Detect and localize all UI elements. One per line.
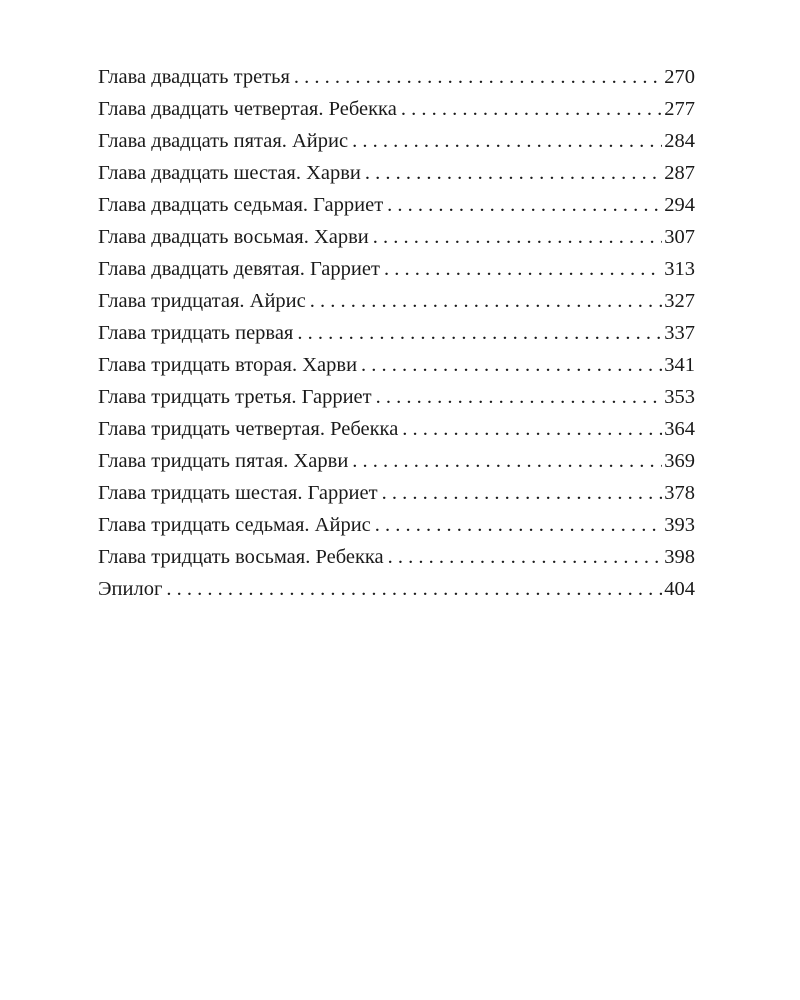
toc-entry (98, 578, 695, 610)
toc-entry (98, 98, 695, 130)
toc-entry (98, 66, 695, 98)
toc-entry (98, 258, 695, 290)
toc-entry-title: Глава двадцать шестая. Харви (98, 162, 361, 184)
toc-entry-page: 353 (664, 386, 695, 408)
toc-entry-page: 398 (664, 546, 695, 568)
toc-dot-leader (294, 66, 662, 89)
toc-entry (98, 322, 695, 354)
toc-dot-leader (297, 322, 662, 345)
toc-entry-page: 341 (664, 354, 695, 376)
toc-entry-page: 393 (664, 514, 695, 536)
toc-entry-title: Глава тридцать первая (98, 322, 294, 344)
toc-dot-leader (402, 418, 662, 441)
toc-dot-leader (376, 386, 663, 409)
toc-entry (98, 162, 695, 194)
toc-entry-title: Глава двадцать восьмая. Харви (98, 226, 369, 248)
toc-entry (98, 514, 695, 546)
toc-entry-title: Глава тридцать восьмая. Ребекка (98, 546, 384, 568)
toc-entry-page: 277 (664, 98, 695, 120)
toc-entry-title: Глава тридцать четвертая. Ребекка (98, 418, 399, 440)
toc-dot-leader (352, 450, 662, 473)
toc-dot-leader (373, 226, 662, 249)
toc-entry (98, 290, 695, 322)
toc-entry (98, 226, 695, 258)
toc-entry-title: Глава тридцать седьмая. Айрис (98, 514, 371, 536)
toc-entry (98, 450, 695, 482)
toc-entry (98, 130, 695, 162)
toc-entry (98, 194, 695, 226)
toc-entry-title: Глава двадцать четвертая. Ребекка (98, 98, 397, 120)
toc-dot-leader (384, 258, 662, 281)
toc-dot-leader (310, 290, 662, 313)
toc-entry-page: 294 (664, 194, 695, 216)
toc-entry-title: Глава двадцать девятая. Гарриет (98, 258, 380, 280)
toc-dot-leader (375, 514, 662, 537)
toc-dot-leader (365, 162, 662, 185)
toc-entry-page: 369 (664, 450, 695, 472)
table-of-contents (98, 66, 695, 610)
toc-entry-page: 313 (664, 258, 695, 280)
toc-entry (98, 386, 695, 418)
toc-entry-title: Глава тридцать пятая. Харви (98, 450, 349, 472)
toc-dot-leader (388, 546, 663, 569)
toc-entry-title: Глава тридцать вторая. Харви (98, 354, 358, 376)
toc-entry (98, 482, 695, 514)
toc-dot-leader (382, 482, 663, 505)
toc-dot-leader (401, 98, 662, 121)
toc-entry-page: 378 (664, 482, 695, 504)
toc-entry (98, 418, 695, 450)
toc-entry-title: Глава двадцать третья (98, 66, 290, 88)
toc-entry-page: 404 (664, 578, 695, 600)
toc-dot-leader (387, 194, 662, 217)
toc-entry-title: Глава двадцать пятая. Айрис (98, 130, 349, 152)
toc-entry-page: 337 (664, 322, 695, 344)
toc-entry-page: 327 (664, 290, 695, 312)
toc-entry-title: Глава тридцать шестая. Гарриет (98, 482, 378, 504)
toc-entry-title: Глава тридцать третья. Гарриет (98, 386, 372, 408)
toc-entry (98, 354, 695, 386)
toc-dot-leader (361, 354, 662, 377)
toc-entry-title: Глава тридцатая. Айрис (98, 290, 306, 312)
toc-entry (98, 546, 695, 578)
toc-entry-page: 270 (664, 66, 695, 88)
toc-dot-leader (352, 130, 662, 153)
toc-entry-page: 287 (664, 162, 695, 184)
toc-entry-page: 284 (664, 130, 695, 152)
toc-dot-leader (166, 578, 662, 601)
toc-entry-page: 364 (664, 418, 695, 440)
toc-entry-page: 307 (664, 226, 695, 248)
toc-entry-title: Глава двадцать седьмая. Гарриет (98, 194, 384, 216)
toc-entry-title: Эпилог (98, 578, 163, 600)
